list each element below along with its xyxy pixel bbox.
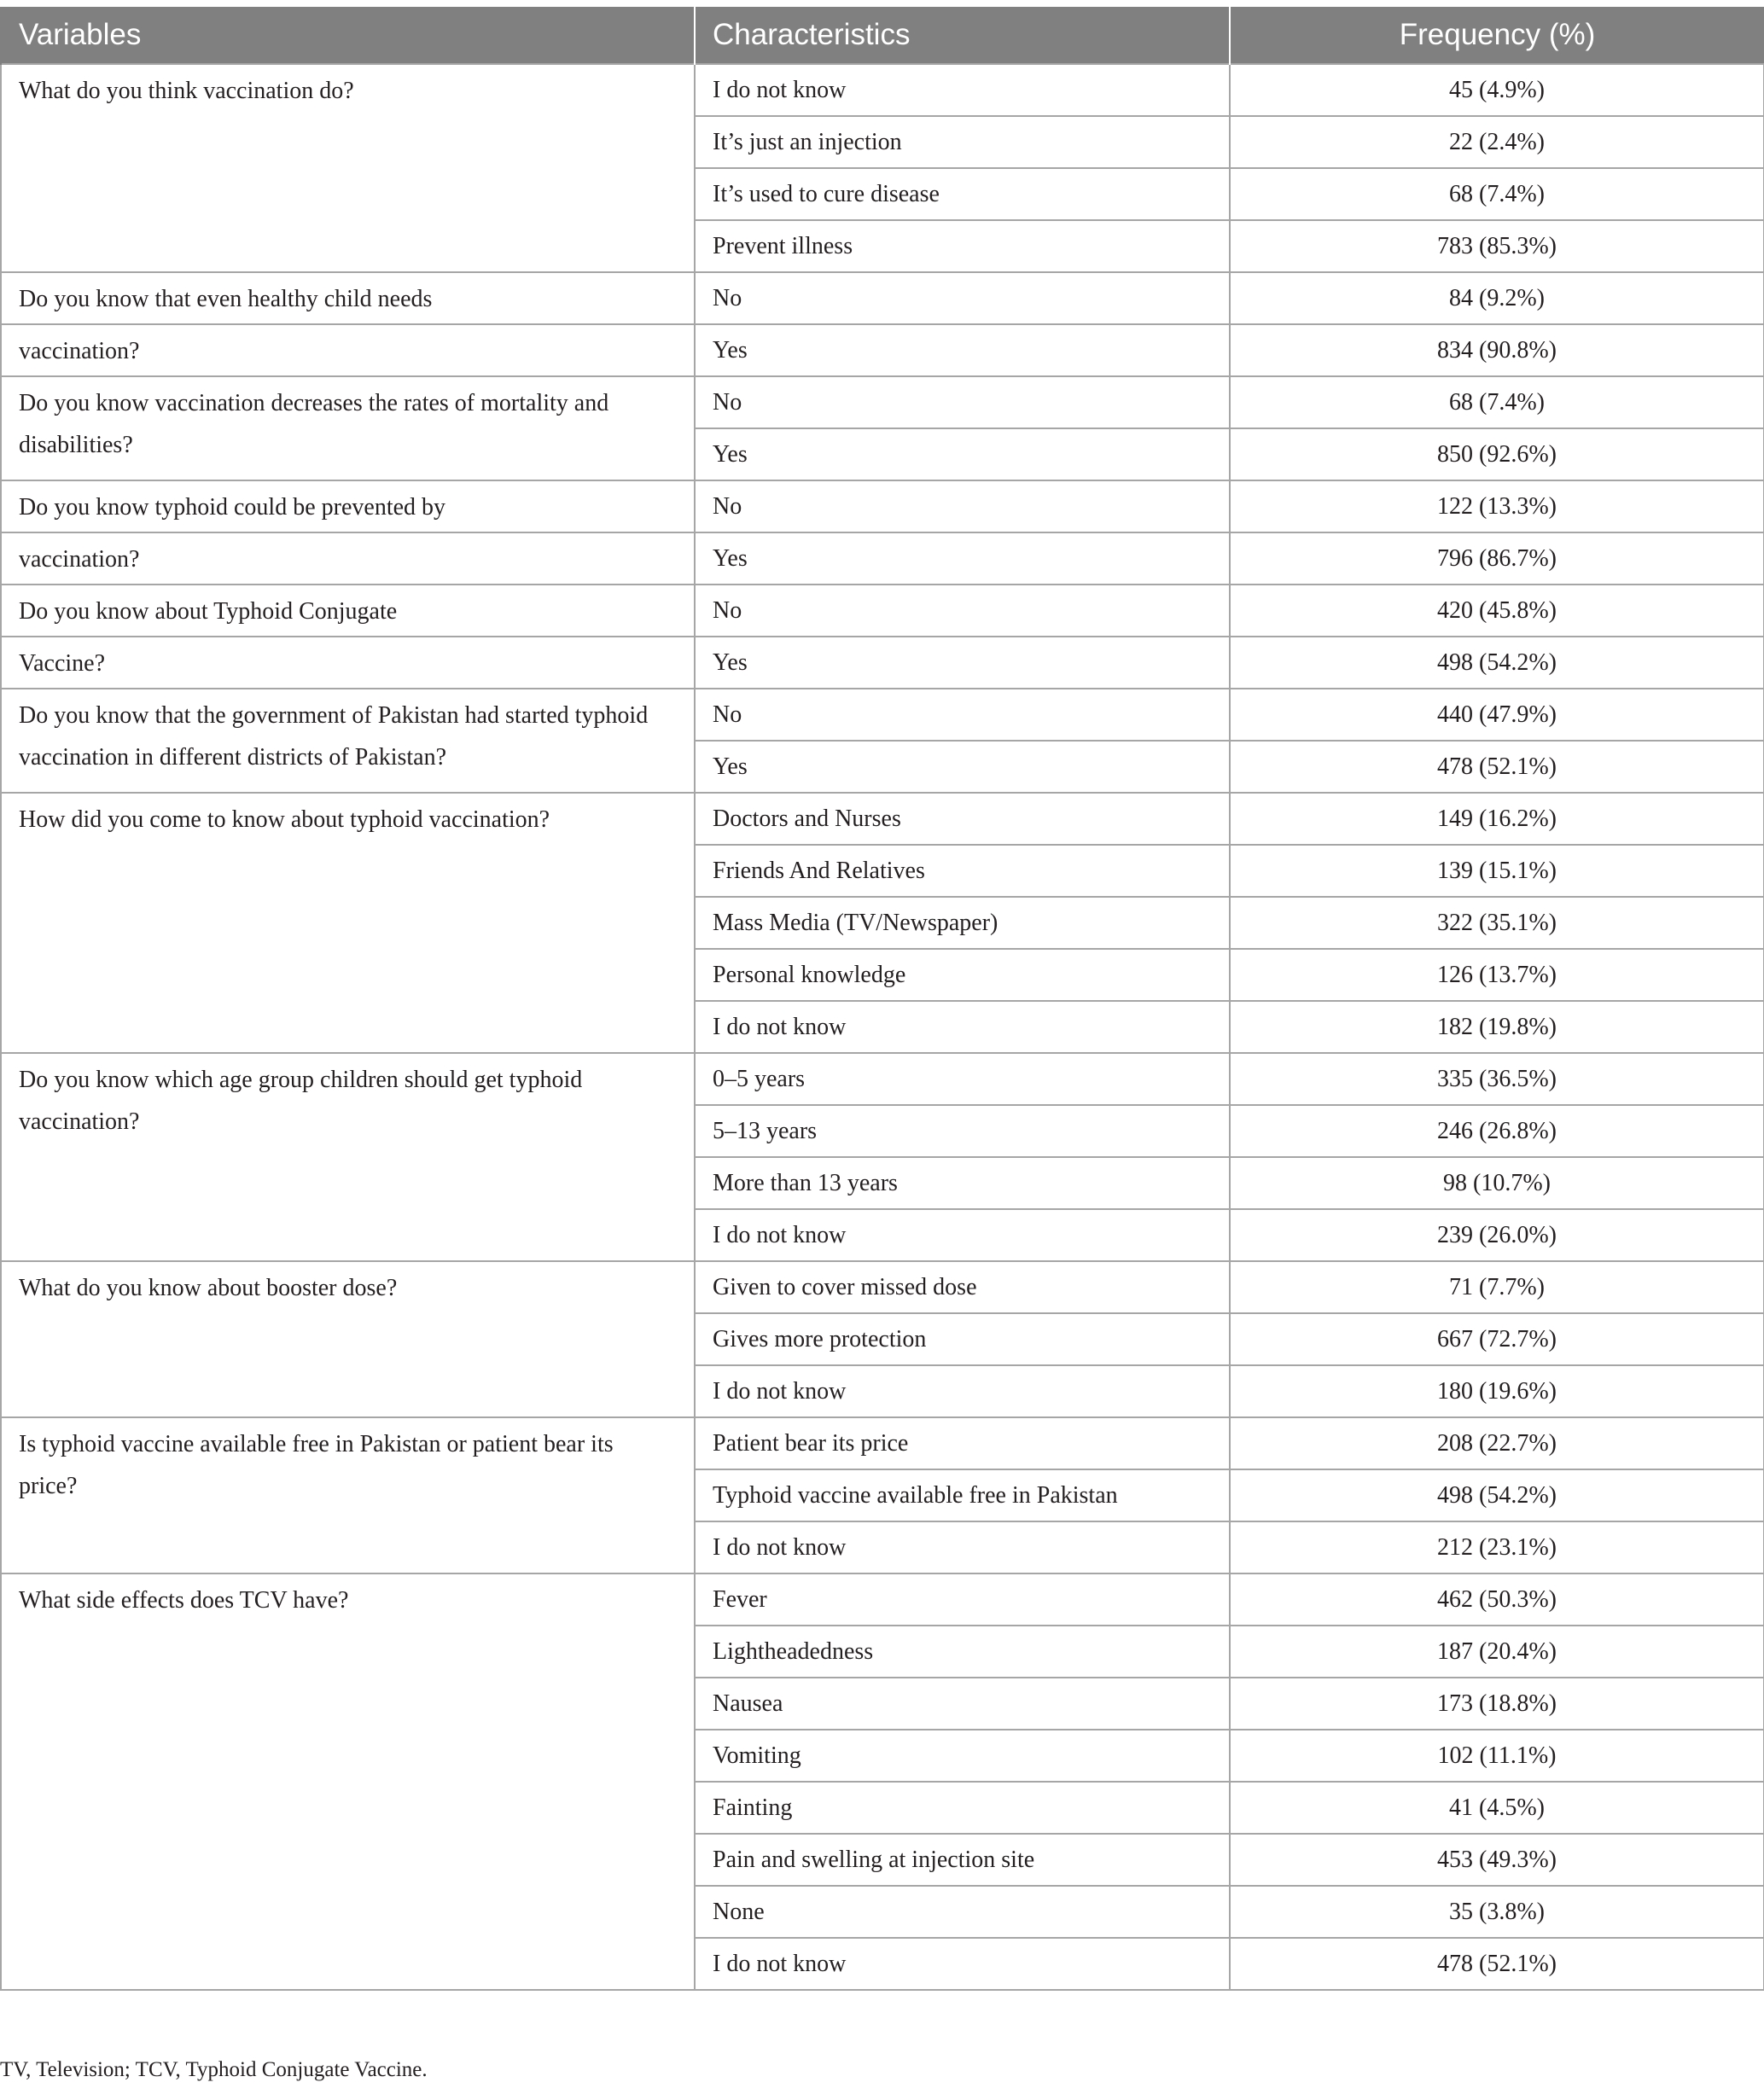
- frequency-cell: 335 (36.5%): [1230, 1053, 1764, 1105]
- frequency-cell: 478 (52.1%): [1230, 1938, 1764, 1990]
- variable-cell: vaccination?: [1, 324, 695, 376]
- characteristic-cell: More than 13 years: [695, 1157, 1230, 1209]
- frequency-cell: 834 (90.8%): [1230, 324, 1764, 376]
- frequency-cell: 98 (10.7%): [1230, 1157, 1764, 1209]
- frequency-cell: 420 (45.8%): [1230, 585, 1764, 637]
- characteristic-cell: Fever: [695, 1573, 1230, 1626]
- characteristic-cell: I do not know: [695, 1938, 1230, 1990]
- table-row: [1, 532, 1764, 585]
- characteristic-cell: It’s used to cure disease: [695, 168, 1230, 220]
- characteristic-cell: Friends And Relatives: [695, 845, 1230, 897]
- frequency-cell: 45 (4.9%): [1230, 64, 1764, 116]
- header-frequency: Frequency (%): [1230, 7, 1764, 64]
- characteristic-cell: Gives more protection: [695, 1313, 1230, 1365]
- frequency-cell: 187 (20.4%): [1230, 1626, 1764, 1678]
- frequency-cell: 84 (9.2%): [1230, 272, 1764, 324]
- frequency-cell: 246 (26.8%): [1230, 1105, 1764, 1157]
- characteristic-cell: No: [695, 689, 1230, 741]
- frequency-cell: 102 (11.1%): [1230, 1730, 1764, 1782]
- frequency-cell: 149 (16.2%): [1230, 793, 1764, 845]
- characteristic-cell: Mass Media (TV/Newspaper): [695, 897, 1230, 949]
- table-row: [1, 637, 1764, 689]
- data-table: [0, 7, 1764, 1991]
- table-footnote: TV, Television; TCV, Typhoid Conjugate Vaccine.: [0, 2058, 428, 2081]
- variable-cell: How did you come to know about typhoid vaccination?: [1, 793, 695, 1053]
- frequency-cell: 41 (4.5%): [1230, 1782, 1764, 1834]
- frequency-cell: 126 (13.7%): [1230, 949, 1764, 1001]
- characteristic-cell: Yes: [695, 428, 1230, 480]
- characteristic-cell: Yes: [695, 741, 1230, 793]
- characteristic-cell: Yes: [695, 637, 1230, 689]
- variable-cell: What side effects does TCV have?: [1, 1573, 695, 1990]
- table-row: [1, 793, 1764, 845]
- characteristic-cell: It’s just an injection: [695, 116, 1230, 168]
- frequency-cell: 139 (15.1%): [1230, 845, 1764, 897]
- table-row: [1, 376, 1764, 428]
- table-row: [1, 1261, 1764, 1313]
- variable-cell: Do you know typhoid could be prevented by: [1, 480, 695, 532]
- table-row: [1, 324, 1764, 376]
- characteristic-cell: Doctors and Nurses: [695, 793, 1230, 845]
- variable-cell: What do you think vaccination do?: [1, 64, 695, 272]
- characteristic-cell: I do not know: [695, 1001, 1230, 1053]
- characteristic-cell: Lightheadedness: [695, 1626, 1230, 1678]
- variable-cell: vaccination?: [1, 532, 695, 585]
- frequency-cell: 173 (18.8%): [1230, 1678, 1764, 1730]
- characteristic-cell: Patient bear its price: [695, 1417, 1230, 1469]
- header-variables: Variables: [1, 7, 695, 64]
- table-header: [1, 7, 1764, 64]
- characteristic-cell: Prevent illness: [695, 220, 1230, 272]
- variable-cell: Do you know vaccination decreases the rates of mortality and disabilities?: [1, 376, 695, 480]
- frequency-cell: 212 (23.1%): [1230, 1521, 1764, 1573]
- characteristic-cell: Pain and swelling at injection site: [695, 1834, 1230, 1886]
- frequency-cell: 498 (54.2%): [1230, 1469, 1764, 1521]
- frequency-cell: 71 (7.7%): [1230, 1261, 1764, 1313]
- frequency-cell: 453 (49.3%): [1230, 1834, 1764, 1886]
- characteristic-cell: I do not know: [695, 64, 1230, 116]
- frequency-cell: 462 (50.3%): [1230, 1573, 1764, 1626]
- table-body: [1, 64, 1764, 1990]
- variable-cell: Do you know about Typhoid Conjugate: [1, 585, 695, 637]
- characteristic-cell: I do not know: [695, 1521, 1230, 1573]
- table-row: [1, 689, 1764, 741]
- frequency-cell: 783 (85.3%): [1230, 220, 1764, 272]
- characteristic-cell: 0–5 years: [695, 1053, 1230, 1105]
- characteristic-cell: Fainting: [695, 1782, 1230, 1834]
- frequency-cell: 498 (54.2%): [1230, 637, 1764, 689]
- frequency-cell: 208 (22.7%): [1230, 1417, 1764, 1469]
- characteristic-cell: No: [695, 480, 1230, 532]
- frequency-cell: 239 (26.0%): [1230, 1209, 1764, 1261]
- characteristic-cell: No: [695, 272, 1230, 324]
- frequency-cell: 796 (86.7%): [1230, 532, 1764, 585]
- characteristic-cell: Personal knowledge: [695, 949, 1230, 1001]
- table-row: [1, 480, 1764, 532]
- table-row: [1, 1417, 1764, 1469]
- characteristic-cell: Yes: [695, 324, 1230, 376]
- table-row: [1, 585, 1764, 637]
- frequency-cell: 182 (19.8%): [1230, 1001, 1764, 1053]
- variable-cell: Do you know which age group children should get typhoid vaccination?: [1, 1053, 695, 1261]
- frequency-cell: 322 (35.1%): [1230, 897, 1764, 949]
- table-row: [1, 1053, 1764, 1105]
- characteristic-cell: Vomiting: [695, 1730, 1230, 1782]
- characteristic-cell: Typhoid vaccine available free in Pakistan: [695, 1469, 1230, 1521]
- variable-cell: Do you know that the government of Pakistan had started typhoid vaccination in different districts of Pakistan?: [1, 689, 695, 793]
- frequency-cell: 180 (19.6%): [1230, 1365, 1764, 1417]
- frequency-cell: 35 (3.8%): [1230, 1886, 1764, 1938]
- characteristic-cell: I do not know: [695, 1209, 1230, 1261]
- characteristic-cell: 5–13 years: [695, 1105, 1230, 1157]
- variable-cell: Is typhoid vaccine available free in Pakistan or patient bear its price?: [1, 1417, 695, 1573]
- variable-cell: Do you know that even healthy child needs: [1, 272, 695, 324]
- frequency-cell: 22 (2.4%): [1230, 116, 1764, 168]
- frequency-cell: 68 (7.4%): [1230, 376, 1764, 428]
- characteristic-cell: Yes: [695, 532, 1230, 585]
- header-characteristics: Characteristics: [695, 7, 1230, 64]
- variable-cell: Vaccine?: [1, 637, 695, 689]
- frequency-cell: 122 (13.3%): [1230, 480, 1764, 532]
- characteristic-cell: Given to cover missed dose: [695, 1261, 1230, 1313]
- frequency-cell: 850 (92.6%): [1230, 428, 1764, 480]
- frequency-cell: 667 (72.7%): [1230, 1313, 1764, 1365]
- frequency-cell: 440 (47.9%): [1230, 689, 1764, 741]
- variable-cell: What do you know about booster dose?: [1, 1261, 695, 1417]
- table-row: [1, 64, 1764, 116]
- frequency-cell: 478 (52.1%): [1230, 741, 1764, 793]
- characteristic-cell: No: [695, 585, 1230, 637]
- frequency-cell: 68 (7.4%): [1230, 168, 1764, 220]
- table-row: [1, 1573, 1764, 1626]
- table-row: [1, 272, 1764, 324]
- characteristic-cell: None: [695, 1886, 1230, 1938]
- characteristic-cell: Nausea: [695, 1678, 1230, 1730]
- header-row: [1, 7, 1764, 64]
- characteristic-cell: I do not know: [695, 1365, 1230, 1417]
- characteristic-cell: No: [695, 376, 1230, 428]
